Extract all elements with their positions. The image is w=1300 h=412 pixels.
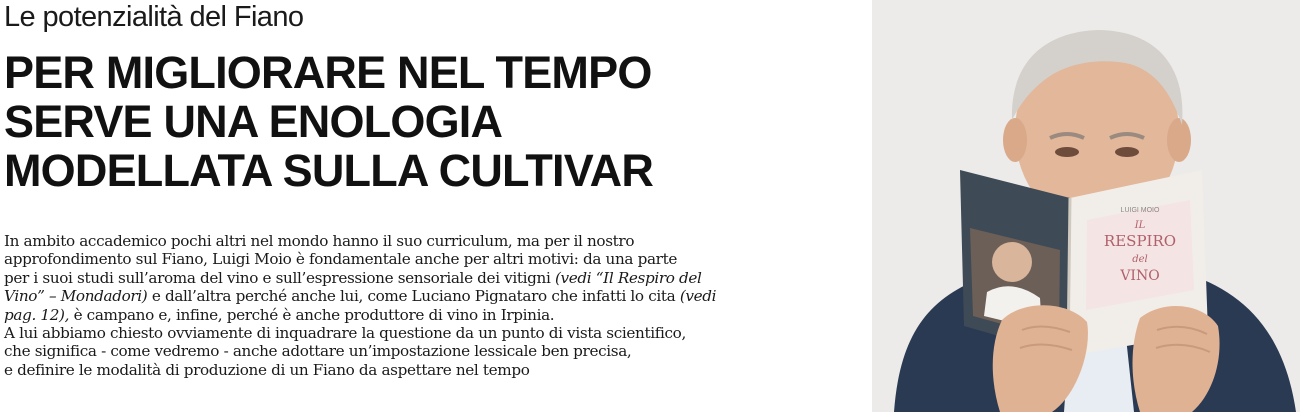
book-title-word: VINO	[1120, 268, 1160, 284]
right-ear	[1167, 118, 1191, 162]
body-text: e dall’altra perché anche lui, come Luciano Pignataro che infatti lo cita	[147, 287, 680, 306]
book-title-word: IL	[1134, 220, 1146, 231]
book-reference: Vino” – Mondadori)	[4, 287, 148, 306]
headline-line-2: SERVE UNA ENOLOGIA	[4, 96, 503, 147]
body-text: per i suoi studi sull’aroma del vino e sull’espressione sensoriale dei vitigni	[4, 268, 555, 287]
article-body	[4, 232, 844, 379]
left-ear	[1003, 118, 1027, 162]
right-eye	[1115, 147, 1139, 157]
body-line	[4, 306, 844, 324]
article-kicker: Le potenzialità del Fiano	[4, 1, 304, 33]
left-eye	[1055, 147, 1079, 157]
book-title-word: RESPIRO	[1103, 232, 1177, 250]
body-line: approfondimento sul Fiano, Luigi Moio è fondamentale anche per altri motivi: da una parte	[4, 250, 677, 269]
book-title-word: del	[1132, 254, 1148, 265]
book-author: LUIGI MOIO	[1120, 207, 1160, 214]
article-headline	[4, 48, 764, 195]
body-line	[4, 269, 844, 287]
page-reference: pag. 12),	[4, 305, 70, 324]
body-line: e definire le modalità di produzione di un Fiano da aspettare nel tempo	[4, 360, 530, 379]
portrait-illustration	[872, 0, 1300, 412]
book-reference: (vedi “Il Respiro del	[554, 268, 702, 287]
body-line: In ambito accademico pochi altri nel mondo hanno il suo curriculum, ma per il nostro	[4, 232, 635, 250]
body-line: che significa - come vedremo - anche adottare un’impostazione lessicale ben precisa,	[4, 342, 632, 361]
headline-line-3: MODELLATA SULLA CULTIVAR	[4, 145, 654, 196]
body-text: è campano e, infine, perché è anche produttore di vino in Irpinia.	[69, 305, 555, 324]
body-line: A lui abbiamo chiesto ovviamente di inquadrare la questione da un punto di vista scientifico,	[4, 324, 686, 343]
page-reference: (vedi	[679, 287, 717, 306]
body-line	[4, 287, 844, 305]
portrait-photo	[872, 0, 1300, 412]
headline-line-1: PER MIGLIORARE NEL TEMPO	[4, 47, 652, 98]
book-back-photo-face	[992, 242, 1032, 282]
